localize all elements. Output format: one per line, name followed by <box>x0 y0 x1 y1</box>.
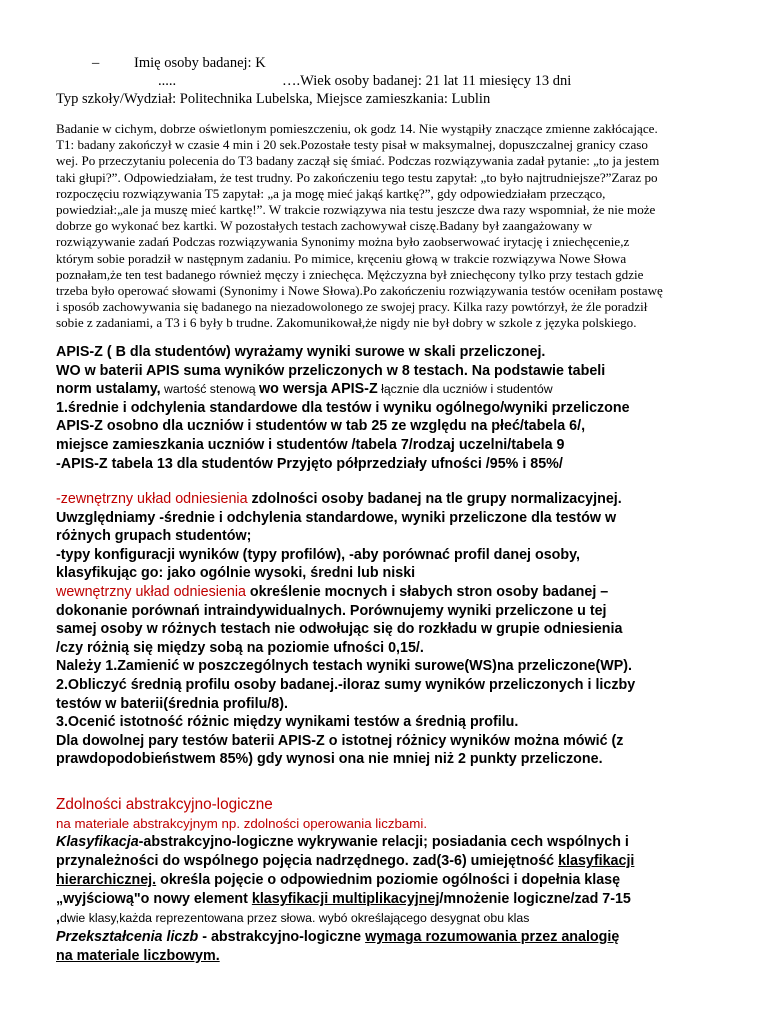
school-residence-line: Typ szkoły/Wydział: Politechnika Lubelska, Miejsce zamieszkania: Lublin <box>56 91 491 107</box>
classification-text: przynależności do wspólnego pojęcia nadrzędnego. zad(3-6) umiejętność <box>56 853 559 869</box>
norms-text: norm ustalamy, <box>56 381 161 398</box>
frames-line: Należy 1.Zamienić w poszczególnych testach wyniki surowe(WS)na przeliczone(WP). <box>56 658 632 675</box>
observation-line: rozpoczęciu rozwiązywania T5 zapytał: „a ja mogę mieć jakąś kartkę?”, gdy odpowiedziałam przecząco, <box>56 185 606 201</box>
frames-line: dokonanie porównań intraindywidualnych. Porównujemy wyniki przeliczone u tej <box>56 602 607 619</box>
external-frame-term: -zewnętrzny układ odniesienia <box>56 491 248 507</box>
classification-line-5 <box>56 909 720 928</box>
frames-line: /czy różnią się między sobą na poziomie ufności 0,15/. <box>56 639 424 656</box>
header-dash: – <box>92 55 100 71</box>
classification-line <box>56 833 720 852</box>
transformations-line-2: na materiale liczbowym. <box>56 948 220 964</box>
classification-text: , <box>56 910 60 926</box>
apis-section <box>56 343 720 473</box>
observation-line: rozwiązywanie zadań Podczas rozwiązywania Synonimy można było zaobserwować irytację i zniechęcenie,z <box>56 234 630 250</box>
internal-frame-term: wewnętrzny układ odniesienia <box>56 583 246 600</box>
frames-line: 3.Ocenić istotność różnic między wynikami testów a średnią profilu. <box>56 714 519 731</box>
apis-line: 1.średnie i odchylenia standardowe dla testów i wyniku ogólnego/wyniki przeliczone <box>56 399 630 416</box>
frames-line: prawdopodobieństwem 85%) gdy wynosi ona nie mniej niż 2 punkty przeliczone. <box>56 751 603 768</box>
frames-line: 2.Obliczyć średnią profilu osoby badanej.-iloraz sumy wyników przeliczonych i liczby <box>56 676 636 693</box>
subject-name-label: Imię osoby badanej: K <box>134 55 266 71</box>
apis-line: APIS-Z ( B dla studentów) wyrażamy wyniki surowe w skali przeliczonej. <box>56 344 546 360</box>
apis-line: APIS-Z osobno dla uczniów i studentów w tab 25 ze względu na płeć/tabela 6/, <box>56 418 586 435</box>
classification-line-2 <box>56 852 720 871</box>
transformations-term: Przekształcenia liczb <box>56 929 199 945</box>
stenowa-text: wartość stenową <box>160 382 260 397</box>
transformations-desc: - abstrakcyjno-logiczne <box>198 929 366 945</box>
external-frame-line <box>56 490 720 509</box>
classification-text: /mnożenie logiczne/zad 7-15 <box>439 891 631 907</box>
frames-line: testów w baterii(średnia profilu/8). <box>56 695 288 712</box>
apis-version-text: wo wersja APIS-Z <box>259 381 378 398</box>
classification-term: Klasyfikacja <box>56 834 139 850</box>
observation-line: sobie z zadaniami, a T3 i 6 były b trudne. Zakomunikował,że nigdy nie był dobry w szkole z języka polskiego. <box>56 315 637 331</box>
observation-paragraph <box>56 121 716 332</box>
observation-line: trzeba było operować słowami (Synonimy i Nowe Słowa).Po zakończeniu rozwiązywania testów oceniłam postawę <box>56 283 663 299</box>
apis-line: -APIS-Z tabela 13 dla studentów Przyjęto półprzedziały ufności /95% i 85%/ <box>56 455 563 472</box>
apis-line: WO w baterii APIS suma wyników przeliczonych w 8 testach. Na podstawie tabeli <box>56 362 606 379</box>
abstract-logical-section <box>56 795 720 966</box>
transformations-line <box>56 928 720 947</box>
frames-line: klasyfikując go: jako ogólnie wysoki, średni lub niski <box>56 565 416 582</box>
students-text: łącznie dla uczniów i studentów <box>377 382 553 397</box>
frames-line: samej osoby w różnych testach nie odwołując się do rozkładu w grupie odniesienia <box>56 621 623 638</box>
observation-line: taki głupi?”. Odpowiedziałam, że test trudny. Po zakończeniu tego testu zapytał: „to było najtrudniejsze?”Zaraz po <box>56 169 658 185</box>
classification-line-4 <box>56 890 720 909</box>
hierarchical-term-b: hierarchicznej. <box>56 872 157 888</box>
apis-line-norms <box>56 380 720 399</box>
external-frame-desc: zdolności osoby badanej na tle grupy normalizacyjnej. <box>247 491 622 507</box>
observation-line: i sposób zachowywania się badanego na niezadowolonego ze swojej pracy. Kilka razy powtórzył, że źle poradził <box>56 299 648 315</box>
observation-line: wej. Po przeczytaniu polecenia do T3 badany zaczął się śmiać. Podczas rozwiązywania zadał pytanie: „to ja jestem <box>56 153 660 169</box>
observation-line: powiedział:„ale ja muszę mieć kartkę!”. W trakcie rozwiązywa nia testu jeszcze dwa razy wspomniał, że nie może <box>56 202 656 218</box>
frames-line: różnych grupach studentów; <box>56 528 252 545</box>
classification-desc: -abstrakcyjno-logiczne wykrywanie relacji; posiadania cech wspólnych i <box>138 834 629 850</box>
observation-line: T1: badany zakończył w czasie 4 min i 20 sek.Pozostałe testy pisał w maksymalnej, dopuszczalnej granicy czaso <box>56 137 648 153</box>
observation-line: Badanie w cichym, dobrze oświetlonym pomieszczeniu, ok godz 14. Nie wystąpiły znaczące zmienne zakłócające. <box>56 121 658 136</box>
frames-line: -typy konfiguracji wyników (typy profilów), -aby porównać profil danej osoby, <box>56 546 581 563</box>
classification-line-3 <box>56 871 720 890</box>
header-dots: ..... <box>158 73 177 89</box>
subject-age-line: ….Wiek osoby badanej: 21 lat 11 miesięcy 13 dni <box>282 73 572 89</box>
frames-line: Uwzględniamy -średnie i odchylenia standardowe, wyniki przeliczone dla testów w <box>56 509 617 526</box>
reference-frames-section <box>56 490 720 769</box>
observation-line: dobrze go wykonać bez kartki. W pozostałych testach zachowywał ciszę.Badany był zaangażowany w <box>56 218 593 234</box>
section-title: Zdolności abstrakcyjno-logiczne <box>56 796 273 813</box>
classification-text: dwie klasy,każda reprezentowana przez słowa. wybó określającego desygnat obu klas <box>59 911 530 925</box>
frames-line: Dla dowolnej pary testów baterii APIS-Z o istotnej różnicy wyników można mówić (z <box>56 732 624 749</box>
multiplicative-term: klasyfikacji multiplikacyjnej <box>251 891 440 907</box>
observation-line: którym sobie poradził w następnym zadaniu. Po mimice, kręceniu głową w trakcie rozwiązywa Nowe Słowa <box>56 250 627 266</box>
section-subtitle: na materiale abstrakcyjnym np. zdolności operowania liczbami. <box>56 816 428 831</box>
hierarchical-term-a: klasyfikacji <box>558 853 635 869</box>
internal-frame-desc: określenie mocnych i słabych stron osoby badanej – <box>245 583 609 600</box>
classification-text: określa pojęcie o odpowiednim poziomie ogólności i dopełnia klasę <box>156 872 621 888</box>
observation-line: poznałam,że ten test badanego również męczy i zniechęca. Mężczyzna był zniechęcony tylko przy testach gdzie <box>56 266 644 282</box>
apis-line: miejsce zamieszkania uczniów i studentów /tabela 7/rodzaj uczelni/tabela 9 <box>56 436 565 453</box>
classification-text: „wyjściową"o nowy element <box>56 891 252 907</box>
analogy-term: wymaga rozumowania przez analogię <box>365 929 620 945</box>
internal-frame-line <box>56 583 720 602</box>
